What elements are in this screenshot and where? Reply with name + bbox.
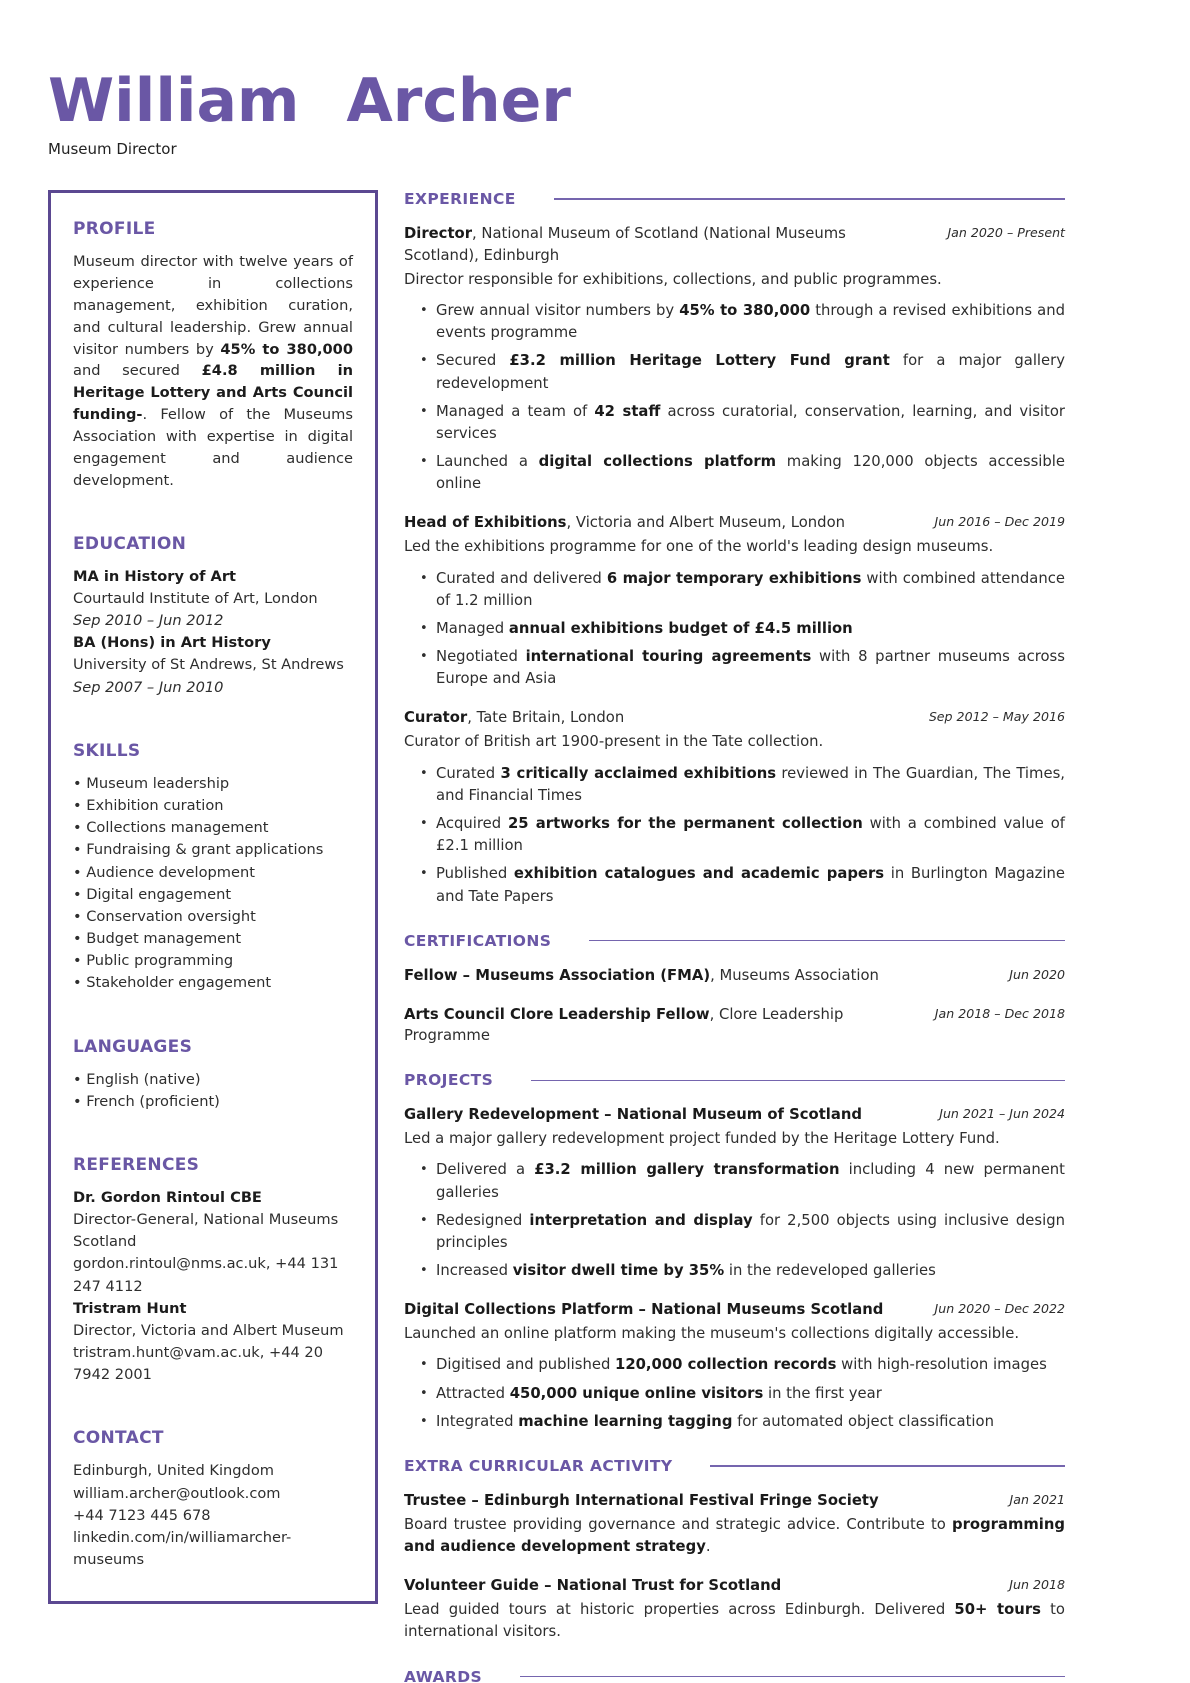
section-extra-curricular xyxy=(404,1457,1065,1644)
sidebar-paragraph: Museum director with twelve years of experience in collections management, exhibition curation, and cultural leadership. Grew annual visitor numbers by 45% to 380,000 and secured £4.8 million in Heritage Lottery and Arts Council funding-. Fellow of the Museums Association with expertise in digital engagement and audience development. xyxy=(73,253,353,489)
section-heading-row-projects xyxy=(404,1071,1065,1089)
sidebar-bullet-item: • French (proficient) xyxy=(73,1092,220,1110)
sidebar-item-line: Courtauld Institute of Art, London xyxy=(73,589,318,607)
sidebar-item-line: +44 7123 445 678 xyxy=(73,1506,211,1524)
section-heading-row-awards xyxy=(404,1668,1065,1683)
entry-summary: Led a major gallery redevelopment project funded by the Heritage Lottery Fund. xyxy=(404,1130,1000,1148)
section-heading-certifications: CERTIFICATIONS xyxy=(404,931,552,950)
entry xyxy=(404,1299,1065,1433)
sidebar-item-line: Sep 2007 – Jun 2010 xyxy=(73,678,224,696)
sidebar-heading-skills: SKILLS xyxy=(73,740,141,761)
bullet-dot: • xyxy=(420,1263,428,1279)
sidebar-section-contact xyxy=(73,1428,353,1571)
bullet-dot: • xyxy=(420,353,428,369)
sidebar-item-line: Director-General, National Museums Scotland xyxy=(73,1211,339,1251)
entry-header xyxy=(404,1299,1065,1321)
entry-header xyxy=(404,223,1065,267)
bullet-item xyxy=(420,350,1065,394)
bullet-text: Grew annual visitor numbers by 45% to 380,000 through a revised exhibitions and events programme xyxy=(436,301,1065,342)
bullet-dot: • xyxy=(420,649,428,665)
entry-title: Arts Council Clore Leadership Fellow, Clore Leadership Programme xyxy=(404,1005,844,1045)
sidebar-heading-education: EDUCATION xyxy=(73,533,187,554)
bullet-item xyxy=(420,863,1065,907)
sidebar-item-line: Tristram Hunt xyxy=(73,1299,187,1317)
sidebar-bullet-item: • Museum leadership xyxy=(73,774,230,792)
sidebar-bullet-item: • Budget management xyxy=(73,930,242,948)
bullet-item xyxy=(420,763,1065,807)
section-certifications xyxy=(404,932,1065,1048)
bullet-text: Published exhibition catalogues and academic papers in Burlington Magazine and Tate Papers xyxy=(436,865,1065,905)
sidebar-item-line: Director, Victoria and Albert Museum xyxy=(73,1321,344,1339)
sidebar-item-line: william.archer@outlook.com xyxy=(73,1484,281,1502)
entry-dates: Sep 2012 – May 2016 xyxy=(928,709,1065,725)
entry xyxy=(404,1104,1065,1282)
bullet-item xyxy=(420,646,1065,690)
entry-title: Digital Collections Platform – National Museums Scotland xyxy=(404,1301,884,1319)
bullet-dot: • xyxy=(420,620,428,636)
header xyxy=(48,0,1190,158)
sidebar-section-references xyxy=(73,1155,353,1387)
sidebar-item-line: gordon.rintoul@nms.ac.uk, +44 131 247 4112 xyxy=(73,1255,339,1295)
section-heading-rule xyxy=(710,1465,1065,1467)
entry xyxy=(404,1490,1065,1558)
bullet-dot: • xyxy=(420,815,428,831)
sidebar-bullet-item: • English (native) xyxy=(73,1070,201,1088)
entry-dates: Jun 2020 xyxy=(1009,966,1065,982)
entry-title: Curator, Tate Britain, London xyxy=(404,709,625,727)
person-job-title: Museum Director xyxy=(48,140,177,158)
section-heading-experience: EXPERIENCE xyxy=(404,190,516,208)
bullet-item xyxy=(420,1260,1065,1282)
section-awards xyxy=(404,1668,1065,1683)
sidebar-item-line: linkedin.com/in/williamarcher-museums xyxy=(73,1528,292,1569)
entry-bullets xyxy=(404,763,1065,908)
entry xyxy=(404,965,1065,987)
entry-title: Fellow – Museums Association (FMA), Museums Association xyxy=(404,966,879,984)
section-heading-rule xyxy=(531,1080,1065,1082)
entry-header xyxy=(404,965,1065,987)
section-heading-row-certifications xyxy=(404,932,1065,950)
bullet-text: Digitised and published 120,000 collection records with high-resolution images xyxy=(436,1356,1047,1374)
entry xyxy=(404,223,1065,495)
entry-header xyxy=(404,1104,1065,1126)
entry-summary: Lead guided tours at historic properties across Edinburgh. Delivered 50+ tours to international visitors. xyxy=(404,1601,1065,1641)
entry-bullets xyxy=(404,300,1065,496)
entry-bullets xyxy=(404,1159,1065,1282)
bullet-text: Launched a digital collections platform making 120,000 objects accessible online xyxy=(436,453,1065,493)
bullet-text: Delivered a £3.2 million gallery transformation including 4 new permanent galleries xyxy=(436,1161,1065,1201)
section-heading-rule xyxy=(589,940,1065,942)
sidebar-heading-contact: CONTACT xyxy=(73,1428,164,1449)
bullet-item xyxy=(420,1411,1065,1433)
entry-title: Head of Exhibitions, Victoria and Albert Museum, London xyxy=(404,514,846,532)
entry-summary: Launched an online platform making the museum's collections digitally accessible. xyxy=(404,1325,1020,1343)
entry-summary: Curator of British art 1900-present in the Tate collection. xyxy=(404,733,824,751)
entry-dates: Jun 2020 – Dec 2022 xyxy=(934,1301,1065,1317)
entry-bullets xyxy=(404,1354,1065,1433)
sidebar-section-languages xyxy=(73,1037,353,1113)
bullet-dot: • xyxy=(420,866,428,882)
main-column xyxy=(404,190,1190,1683)
bullet-text: Managed annual exhibitions budget of £4.5 million xyxy=(436,619,853,637)
section-experience xyxy=(404,190,1065,908)
entry-summary: Board trustee providing governance and strategic advice. Contribute to programming and audience development strategy. xyxy=(404,1515,1065,1556)
section-projects xyxy=(404,1071,1065,1433)
bullet-item xyxy=(420,1210,1065,1254)
bullet-text: Curated 3 critically acclaimed exhibitions reviewed in The Guardian, The Times, and Financial Times xyxy=(436,764,1065,804)
entry-header xyxy=(404,1575,1065,1597)
entry-header xyxy=(404,512,1065,534)
sidebar xyxy=(48,190,378,1604)
bullet-text: Acquired 25 artworks for the permanent collection with a combined value of £2.1 million xyxy=(436,814,1065,855)
bullet-dot: • xyxy=(420,1385,428,1401)
bullet-item xyxy=(420,813,1065,857)
section-heading-row-experience xyxy=(404,190,1065,208)
section-heading-rule xyxy=(520,1676,1065,1678)
sidebar-item-line: Dr. Gordon Rintoul CBE xyxy=(73,1188,262,1206)
person-name: William Archer xyxy=(48,66,571,136)
entry-title: Gallery Redevelopment – National Museum of Scotland xyxy=(404,1106,862,1124)
bullet-item xyxy=(420,1159,1065,1203)
bullet-text: Increased visitor dwell time by 35% in the redeveloped galleries xyxy=(436,1262,936,1280)
section-heading-projects: PROJECTS xyxy=(404,1071,494,1090)
sidebar-section-skills xyxy=(73,741,353,995)
bullet-item xyxy=(420,451,1065,495)
sidebar-item-line: BA (Hons) in Art History xyxy=(73,634,271,652)
bullet-dot: • xyxy=(420,1162,428,1178)
bullet-item xyxy=(420,1383,1065,1405)
bullet-item xyxy=(420,300,1065,344)
bullet-dot: • xyxy=(420,403,428,419)
entry-header xyxy=(404,1490,1065,1512)
entry-header xyxy=(404,1004,1065,1048)
sidebar-heading-languages: LANGUAGES xyxy=(73,1036,193,1057)
bullet-dot: • xyxy=(420,1212,428,1228)
entry-title: Trustee – Edinburgh International Festival Fringe Society xyxy=(404,1492,879,1510)
sidebar-heading-profile: PROFILE xyxy=(73,219,156,239)
bullet-dot: • xyxy=(420,1413,428,1429)
entry-title: Volunteer Guide – National Trust for Scotland xyxy=(404,1577,782,1595)
entry-dates: Jun 2016 – Dec 2019 xyxy=(934,514,1065,530)
content-columns xyxy=(48,190,1190,1683)
sidebar-bullet-item: • Exhibition curation xyxy=(73,797,224,814)
entry-header xyxy=(404,707,1065,729)
sidebar-bullet-item: • Audience development xyxy=(73,863,255,881)
entry-dates: Jun 2021 – Jun 2024 xyxy=(939,1106,1065,1122)
sidebar-bullet-item: • Public programming xyxy=(73,952,234,970)
bullet-text: Integrated machine learning tagging for automated object classification xyxy=(436,1412,994,1430)
bullet-dot: • xyxy=(420,302,428,318)
sidebar-bullet-item: • Fundraising & grant applications xyxy=(73,841,324,859)
bullet-dot: • xyxy=(420,454,428,470)
bullet-text: Managed a team of 42 staff across curatorial, conservation, learning, and visitor services xyxy=(436,402,1065,442)
entry-summary: Led the exhibitions programme for one of the world's leading design museums. xyxy=(404,538,994,556)
entry-summary: Director responsible for exhibitions, collections, and public programmes. xyxy=(404,270,942,288)
entry xyxy=(404,512,1065,690)
sidebar-bullet-item: • Digital engagement xyxy=(73,885,232,903)
sidebar-heading-references: REFERENCES xyxy=(73,1154,200,1175)
bullet-item xyxy=(420,1354,1065,1376)
entry-dates: Jan 2018 – Dec 2018 xyxy=(934,1005,1065,1021)
entry-dates: Jan 2021 xyxy=(1009,1492,1065,1508)
entry xyxy=(404,1004,1065,1048)
section-heading-awards: AWARDS xyxy=(404,1667,483,1683)
bullet-text: Negotiated international touring agreements with 8 partner museums across Europe and Asia xyxy=(436,648,1065,688)
sidebar-bullet-item: • Conservation oversight xyxy=(73,907,256,925)
sidebar-item-line: tristram.hunt@vam.ac.uk, +44 20 7942 2001 xyxy=(73,1344,323,1384)
sidebar-item-line: University of St Andrews, St Andrews xyxy=(73,656,344,674)
entry-dates: Jan 2020 – Present xyxy=(947,225,1065,240)
entry xyxy=(404,1575,1065,1643)
sidebar-bullet-item: • Stakeholder engagement xyxy=(73,974,272,992)
bullet-dot: • xyxy=(420,1357,428,1373)
bullet-item xyxy=(420,618,1065,640)
section-heading-extra-curricular: EXTRA CURRICULAR ACTIVITY xyxy=(404,1457,673,1476)
bullet-text: Curated and delivered 6 major temporary exhibitions with combined attendance of 1.2 million xyxy=(436,569,1065,609)
section-heading-rule xyxy=(554,198,1065,200)
bullet-dot: • xyxy=(420,765,428,781)
entry-bullets xyxy=(404,568,1065,691)
section-heading-row-extra-curricular xyxy=(404,1457,1065,1475)
sidebar-item-line: Edinburgh, United Kingdom xyxy=(73,1462,274,1480)
sidebar-item-line: Sep 2010 – Jun 2012 xyxy=(73,612,224,630)
bullet-text: Redesigned interpretation and display for 2,500 objects using inclusive design principles xyxy=(436,1211,1065,1251)
sidebar-bullet-item: • Collections management xyxy=(73,819,269,837)
bullet-item xyxy=(420,568,1065,612)
sidebar-section-education xyxy=(73,534,353,699)
bullet-dot: • xyxy=(420,570,428,586)
entry-dates: Jun 2018 xyxy=(1009,1577,1065,1593)
bullet-text: Secured £3.2 million Heritage Lottery Fund grant for a major gallery redevelopment xyxy=(436,352,1065,392)
sidebar-section-profile xyxy=(73,219,353,492)
entry xyxy=(404,707,1065,907)
bullet-item xyxy=(420,401,1065,445)
bullet-text: Attracted 450,000 unique online visitors in the first year xyxy=(436,1384,882,1402)
entry-title: Director, National Museum of Scotland (National Museums Scotland), Edinburgh xyxy=(404,225,846,264)
sidebar-item-line: MA in History of Art xyxy=(73,567,236,585)
